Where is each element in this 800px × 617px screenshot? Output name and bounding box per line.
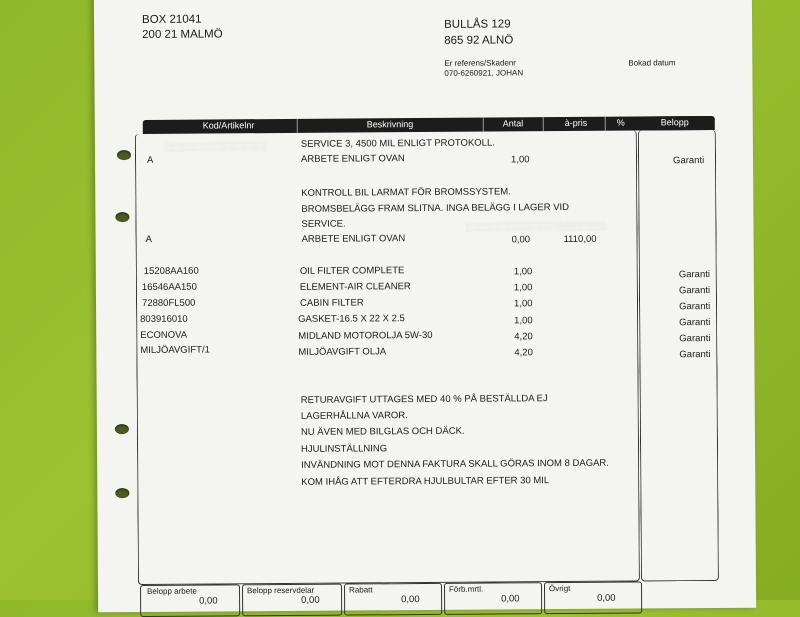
punch-hole bbox=[115, 488, 129, 498]
free-line: SERVICE 3, 4500 MIL ENLIGT PROTOKOLL. bbox=[300, 137, 495, 150]
footer-other-box bbox=[544, 581, 642, 614]
footer-labor-box bbox=[140, 584, 240, 617]
row-code: A bbox=[145, 233, 152, 245]
footer-value: 0,00 bbox=[301, 594, 320, 606]
sender-box: BOX 21041 bbox=[141, 13, 202, 26]
header-percent: % bbox=[616, 117, 625, 128]
note-line: LAGERHÅLLNA VAROR. bbox=[300, 410, 408, 422]
row-code: 15208AA160 bbox=[143, 265, 199, 277]
footer-supplies-box bbox=[444, 582, 542, 615]
row-code: MILJÖAVGIFT/1 bbox=[140, 344, 210, 356]
header-description: Beskrivning bbox=[366, 119, 414, 130]
punch-hole bbox=[115, 212, 129, 222]
note-line: KOM IHÅG ATT EFTERDRA HJULBULTAR EFTER 30 MIL bbox=[301, 475, 550, 488]
row-description: ARBETE ENLIGT OVAN bbox=[301, 233, 406, 245]
row-quantity: 1,00 bbox=[513, 266, 533, 278]
punch-hole bbox=[115, 424, 129, 434]
row-description: ARBETE ENLIGT OVAN bbox=[300, 153, 405, 165]
row-description: ELEMENT-AIR CLEANER bbox=[299, 281, 411, 293]
note-line: NU ÄVEN MED BILGLAS OCH DÄCK. bbox=[300, 425, 465, 438]
row-quantity: 4,20 bbox=[514, 331, 533, 343]
footer-label: Belopp reservdelar bbox=[246, 585, 315, 596]
footer-value: 0,00 bbox=[501, 593, 520, 605]
footer-value: 0,00 bbox=[597, 592, 616, 604]
footer-label: Belopp arbete bbox=[146, 586, 197, 596]
row-code: ECONOVA bbox=[140, 329, 188, 341]
footer-label: Övrigt bbox=[548, 583, 571, 594]
free-line: BROMSBELÄGG FRAM SLITNA. INGA BELÄGG I LAGER VID bbox=[301, 201, 570, 215]
row-amount: Garanti bbox=[679, 301, 711, 313]
row-code: A bbox=[146, 154, 154, 166]
header-quantity: Antal bbox=[502, 118, 524, 129]
reference-label: Er referens/Skadenr bbox=[444, 58, 516, 68]
row-amount: Garanti bbox=[672, 155, 705, 167]
line-items-box bbox=[135, 131, 640, 585]
row-description: MIDLAND MOTOROLJA 5W-30 bbox=[298, 329, 433, 342]
note-line: RETURAVGIFT UTTAGES MED 40 % PÅ BESTÄLLDA EJ bbox=[300, 393, 548, 406]
invoice-paper: BOX 21041 200 21 MALMÖ BULLÅS 129 865 92 ALNÖ Er referens/Skadenr 070-6260921, JOHAN Bokad datum Kod/Artikelnr Beskrivning Antal à-pris % Belopp ░░░░░░░░░░░░░░░░ ░░░░░░░░░░░░░░░░░░░░░░ SERVICE 3, 4500 MIL ENLIGT PROTOKOLL. A ARBETE ENLIGT OVAN 1,00 Garanti KONTROLL BIL LARMAT FÖR BROMSSYSTEM. BROMSBELÄGG FRAM SLITNA. INGA BELÄGG I LAGER VID SERVICE. A ARBETE ENLIGT OVAN 0,00 1110,00 15208AA160 OIL FILTER COMPLETE 1,00 Garanti 16546AA150 ELEMENT-AIR CLEANER 1,00 Garanti 72880FL500 CABIN FILTER 1,00 Garanti 803916010 GASKET-16.5 X 22 X 2.5 1,00 Garanti ECONOVA MIDLAND MOTOROLJA 5W-30 4,20 Garanti MILJÖAVGIFT/1 MILJÖAVGIFT OLJA 4,20 Garanti RETURAVGIFT UTTAGES MED 40 % PÅ BESTÄLLDA EJ LAGERHÅLLNA VAROR. NU ÄVEN MED BILGLAS OCH DÄCK. HJULINSTÄLLNING INVÄNDNING MOT DENNA FAKTURA SKALL GÖRAS INOM 8 DAGAR. KOM IHÅG ATT EFTERDRA HJULBULTAR EFTER 30 MIL Belopp arbete 0,00 Belopp reservdelar 0,00 Rabatt 0,00 Förb.mrtl. 0,00 Övrigt 0,00 bbox=[94, 0, 756, 612]
header-amount: Belopp bbox=[660, 117, 689, 128]
footer-discount-box bbox=[344, 583, 442, 616]
row-description: CABIN FILTER bbox=[299, 297, 364, 309]
header-code: Kod/Artikelnr bbox=[202, 120, 255, 131]
free-line: SERVICE. bbox=[301, 218, 346, 230]
note-line: INVÄNDNING MOT DENNA FAKTURA SKALL GÖRAS INOM 8 DAGAR. bbox=[301, 457, 609, 471]
row-quantity: 4,20 bbox=[514, 347, 533, 359]
reference-value: 070-6260921, JOHAN bbox=[444, 68, 524, 78]
row-code: 803916010 bbox=[140, 313, 188, 325]
footer-label: Förb.mrtl. bbox=[448, 584, 484, 594]
row-amount: Garanti bbox=[679, 333, 711, 345]
row-quantity: 1,00 bbox=[513, 298, 533, 310]
sender-city: 200 21 MALMÖ bbox=[142, 28, 223, 41]
recipient-city: 865 92 ALNÖ bbox=[444, 34, 514, 47]
row-code: 72880FL500 bbox=[141, 297, 196, 309]
footer-value: 0,00 bbox=[199, 595, 218, 607]
punch-hole bbox=[117, 150, 131, 160]
booked-date-label: Bokad datum bbox=[628, 58, 676, 68]
row-amount: Garanti bbox=[678, 269, 711, 281]
amount-header bbox=[639, 116, 715, 131]
row-description: OIL FILTER COMPLETE bbox=[299, 265, 405, 277]
row-code: 16546AA150 bbox=[141, 281, 197, 293]
recipient-street: BULLÅS 129 bbox=[444, 18, 511, 31]
row-quantity: 0,00 bbox=[511, 234, 531, 246]
row-quantity: 1,00 bbox=[510, 154, 530, 166]
row-quantity: 1,00 bbox=[513, 282, 533, 294]
row-description: MILJÖAVGIFT OLJA bbox=[298, 346, 387, 358]
row-amount: Garanti bbox=[678, 285, 711, 297]
free-line: KONTROLL BIL LARMAT FÖR BROMSSYSTEM. bbox=[301, 186, 511, 199]
footer-label: Rabatt bbox=[348, 585, 373, 595]
note-line: HJULINSTÄLLNING bbox=[301, 443, 388, 455]
row-quantity: 1,00 bbox=[514, 315, 533, 327]
header-unit-price: à-pris bbox=[564, 117, 588, 129]
row-unit-price: 1110,00 bbox=[563, 233, 597, 246]
row-amount: Garanti bbox=[679, 317, 711, 329]
row-amount: Garanti bbox=[679, 349, 711, 361]
row-description: GASKET-16.5 X 22 X 2.5 bbox=[298, 313, 405, 325]
footer-value: 0,00 bbox=[401, 594, 420, 606]
